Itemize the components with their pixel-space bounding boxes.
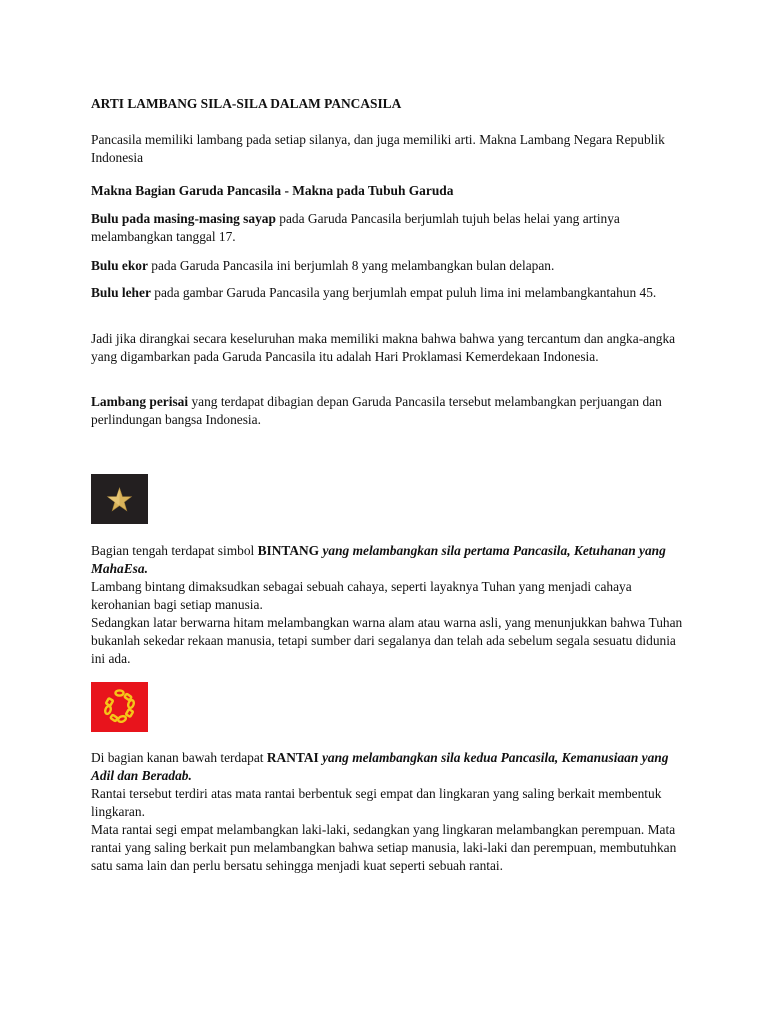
intro-paragraph [91,131,691,167]
chain-section [91,749,691,875]
ekor-text: pada Garuda Pancasila ini berjumlah 8 yang melambangkan bulan delapan. [147,258,555,273]
sayap-text: pada Garuda Pancasila berjumlah tujuh belas helai yang artinya melambangkan tanggal 17. [91,211,620,244]
perisai-bold: Lambang perisai [91,394,189,409]
paragraph-sayap [91,210,691,246]
document-title [91,95,691,113]
chain-emblem-icon [91,682,148,732]
sayap-bold: Bulu pada masing-masing sayap [91,211,276,226]
chain-line3: Mata rantai segi empat melambangkan laki-laki, sedangkan yang lingkaran melambangkan perempuan. Mata rantai yang saling berkait pun melambangkan bahwa setiap manusia, laki-laki dan perempuan, membutuhkan satu sama lain dan perlu bersatu sehingga menjadi kuat seperti sebuah rantai. [91,822,677,873]
paragraph-perisai [91,393,691,429]
star-line2: Lambang bintang dimaksudkan sebagai sebuah cahaya, seperti layaknya Tuhan yang menjadi cahaya kerohanian bagi setiap manusia. [91,579,632,612]
perisai-text: yang terdapat dibagian depan Garuda Pancasila tersebut melambangkan perjuangan dan perlindungan bangsa Indonesia. [91,394,662,427]
star-section [91,542,691,668]
leher-text: pada gambar Garuda Pancasila yang berjumlah empat puluh lima ini melambangkantahun 45. [150,285,657,300]
section-heading-text: Makna Bagian Garuda Pancasila - Makna pada Tubuh Garuda [91,183,454,198]
ekor-bold: Bulu ekor [91,258,148,273]
star-italic: yang melambangkan sila pertama Pancasila, Ketuhanan yang MahaEsa. [91,543,666,576]
title-text: ARTI LAMBANG SILA-SILA DALAM PANCASILA [91,96,402,111]
star-line3: Sedangkan latar berwarna hitam melambangkan warna alam atau warna asli, yang menunjukkan bahwa Tuhan bukanlah sekedar rekaan manusia, tetapi sumber dari segalanya dan telah ada sebelum segala sesuatu didunia ini ada. [91,615,683,666]
chain-lead: Di bagian kanan bawah terdapat [91,750,267,765]
section-heading [91,182,691,200]
intro-text: Pancasila memiliki lambang pada setiap silanya, dan juga memiliki arti. Makna Lambang Negara Republik Indonesia [91,132,665,165]
paragraph-ekor [91,257,691,275]
chain-bold: RANTAI [266,750,319,765]
leher-bold: Bulu leher [91,285,151,300]
paragraph-jadi [91,330,691,366]
star-lead: Bagian tengah terdapat simbol [91,543,258,558]
chain-italic: yang melambangkan sila kedua Pancasila, Kemanusiaan yang Adil dan Beradab. [91,750,669,783]
star-emblem-icon [91,474,148,524]
star-bold: BINTANG [257,543,320,558]
chain-line2: Rantai tersebut terdiri atas mata rantai berbentuk segi empat dan lingkaran yang saling berkait membentuk lingkaran. [91,786,662,819]
jadi-text: Jadi jika dirangkai secara keseluruhan maka memiliki makna bahwa bahwa yang tercantum dan angka-angka yang digambarkan pada Garuda Pancasila itu adalah Hari Proklamasi Kemerdekaan Indonesia. [91,331,676,364]
paragraph-leher [91,284,691,302]
